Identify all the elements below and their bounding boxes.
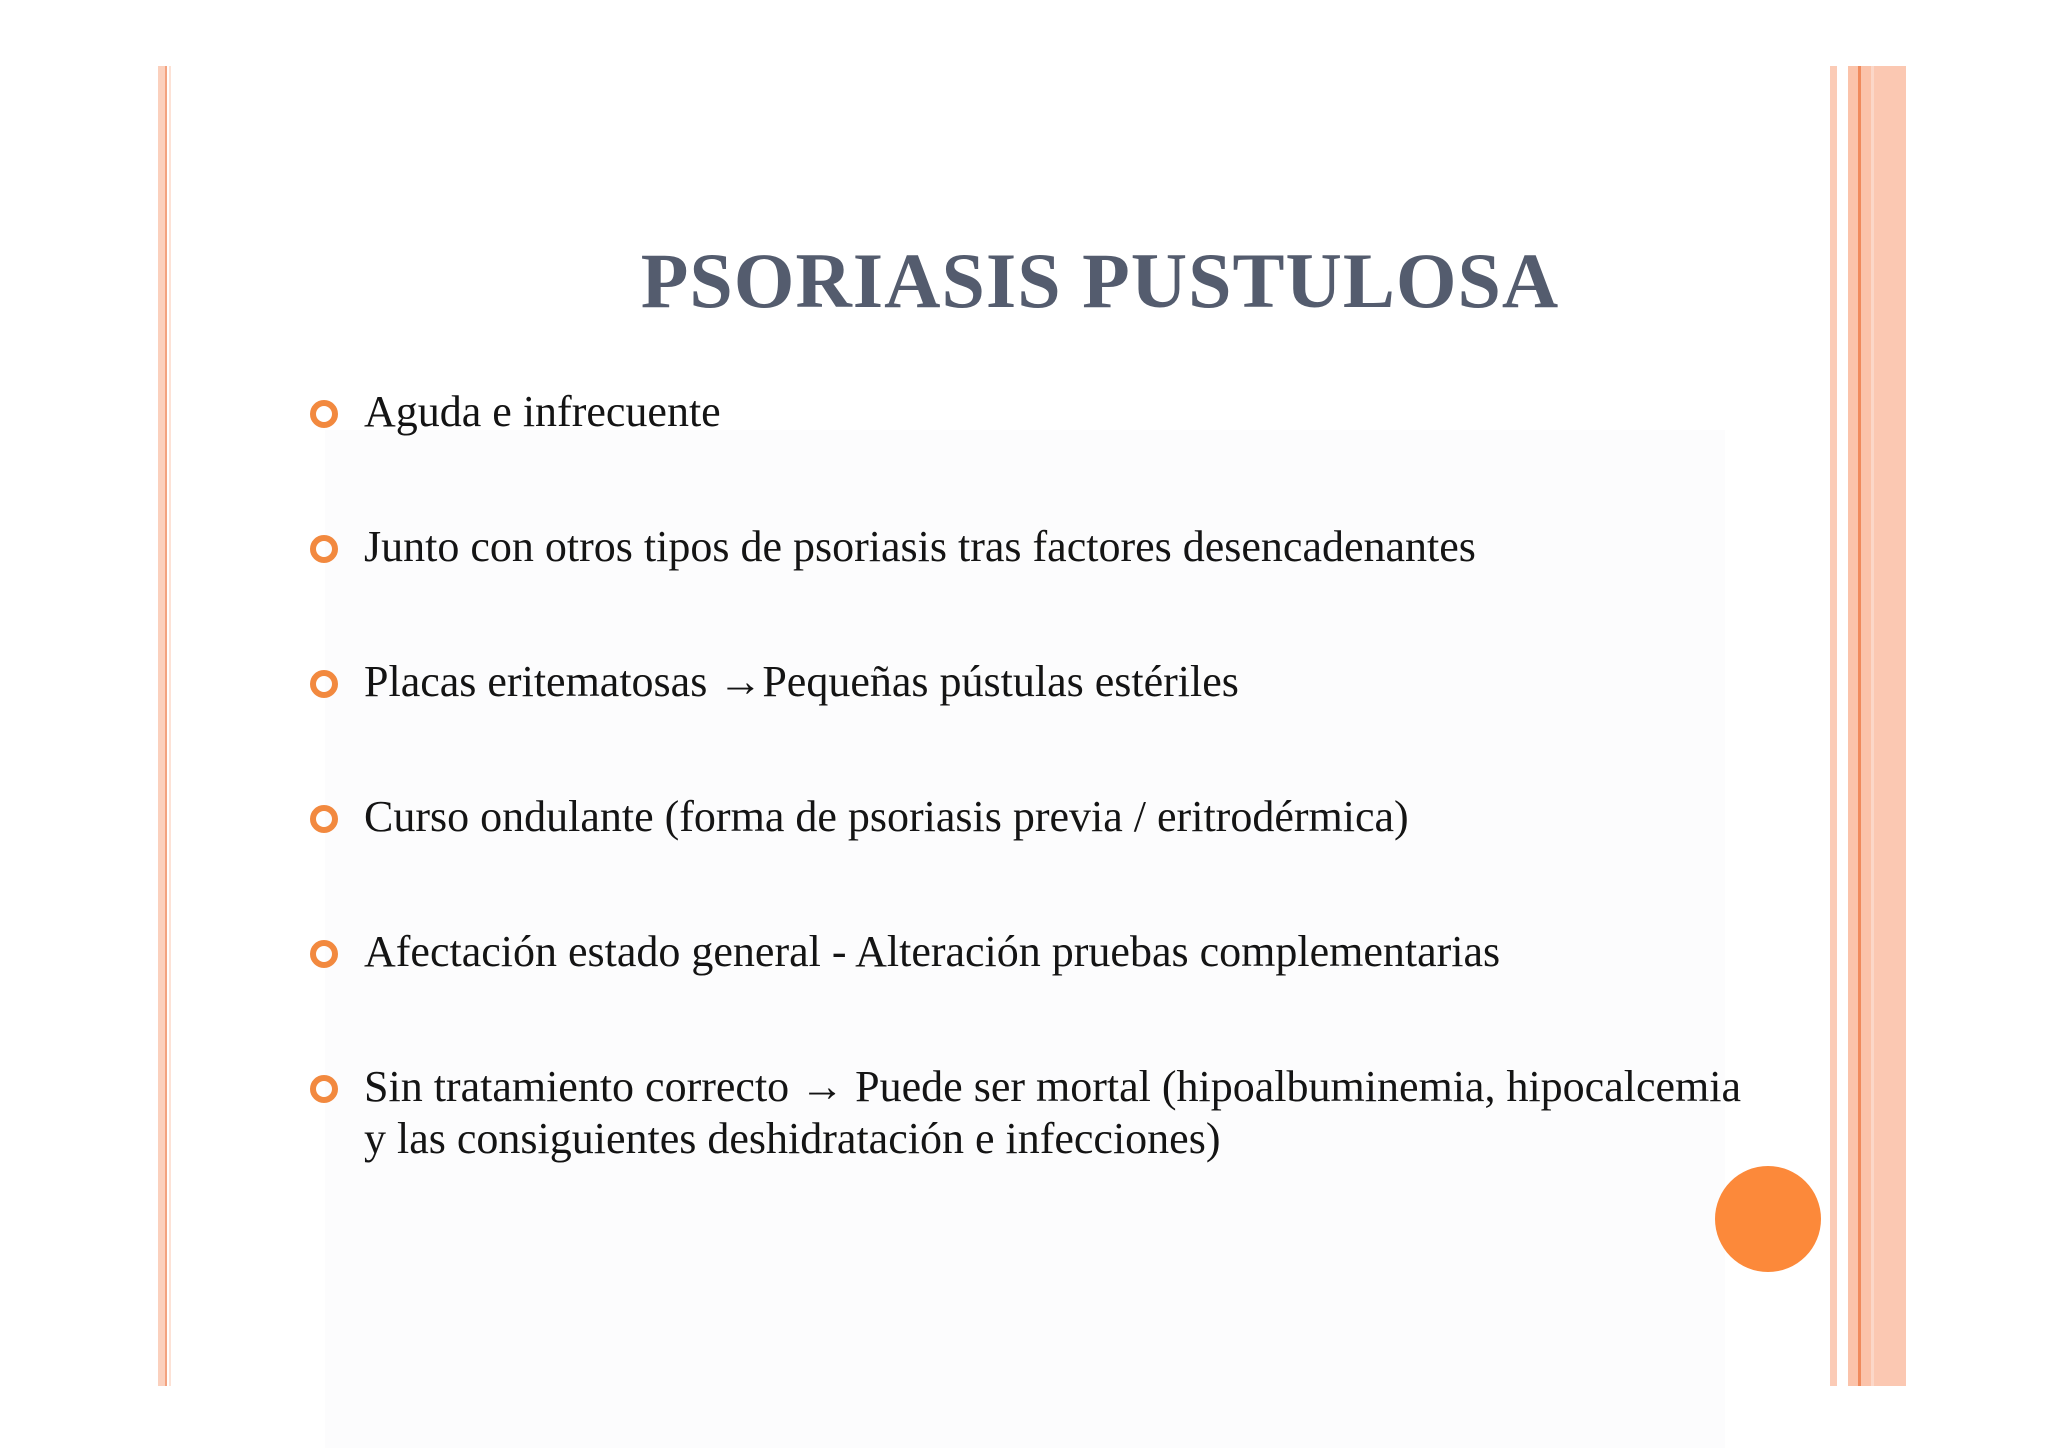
right-stripe-band xyxy=(1861,66,1871,1386)
bullet-text: Sin tratamiento correcto → Puede ser mortal (hipoalbuminemia, hipocalcemia y las consiguientes deshidratación e infecciones) xyxy=(364,1062,1741,1163)
left-stripe-light xyxy=(169,66,171,1386)
circle-bullet-icon xyxy=(310,1075,338,1103)
circle-bullet-icon xyxy=(310,805,338,833)
circle-bullet-icon xyxy=(310,400,338,428)
right-stripe-band xyxy=(1848,66,1858,1386)
bullet-text: Junto con otros tipos de psoriasis tras factores desencadenantes xyxy=(364,522,1476,571)
left-stripe xyxy=(158,66,165,1386)
bullet-text: Afectación estado general - Alteración pruebas complementarias xyxy=(364,927,1501,976)
circle-bullet-icon xyxy=(310,940,338,968)
right-stripe xyxy=(1830,66,1837,1386)
slide-title: PSORIASIS PUSTULOSA xyxy=(640,237,1560,324)
circle-bullet-icon xyxy=(310,535,338,563)
left-stripe-line xyxy=(165,66,167,1386)
orange-dot-decoration xyxy=(1715,1166,1821,1272)
bullet-text: Aguda e infrecuente xyxy=(364,387,721,436)
right-stripe-wide xyxy=(1874,66,1906,1386)
bullet-text: Placas eritematosas →Pequeñas pústulas estériles xyxy=(364,657,1239,706)
circle-bullet-icon xyxy=(310,670,338,698)
bullet-text: Curso ondulante (forma de psoriasis previa / eritrodérmica) xyxy=(364,792,1409,841)
